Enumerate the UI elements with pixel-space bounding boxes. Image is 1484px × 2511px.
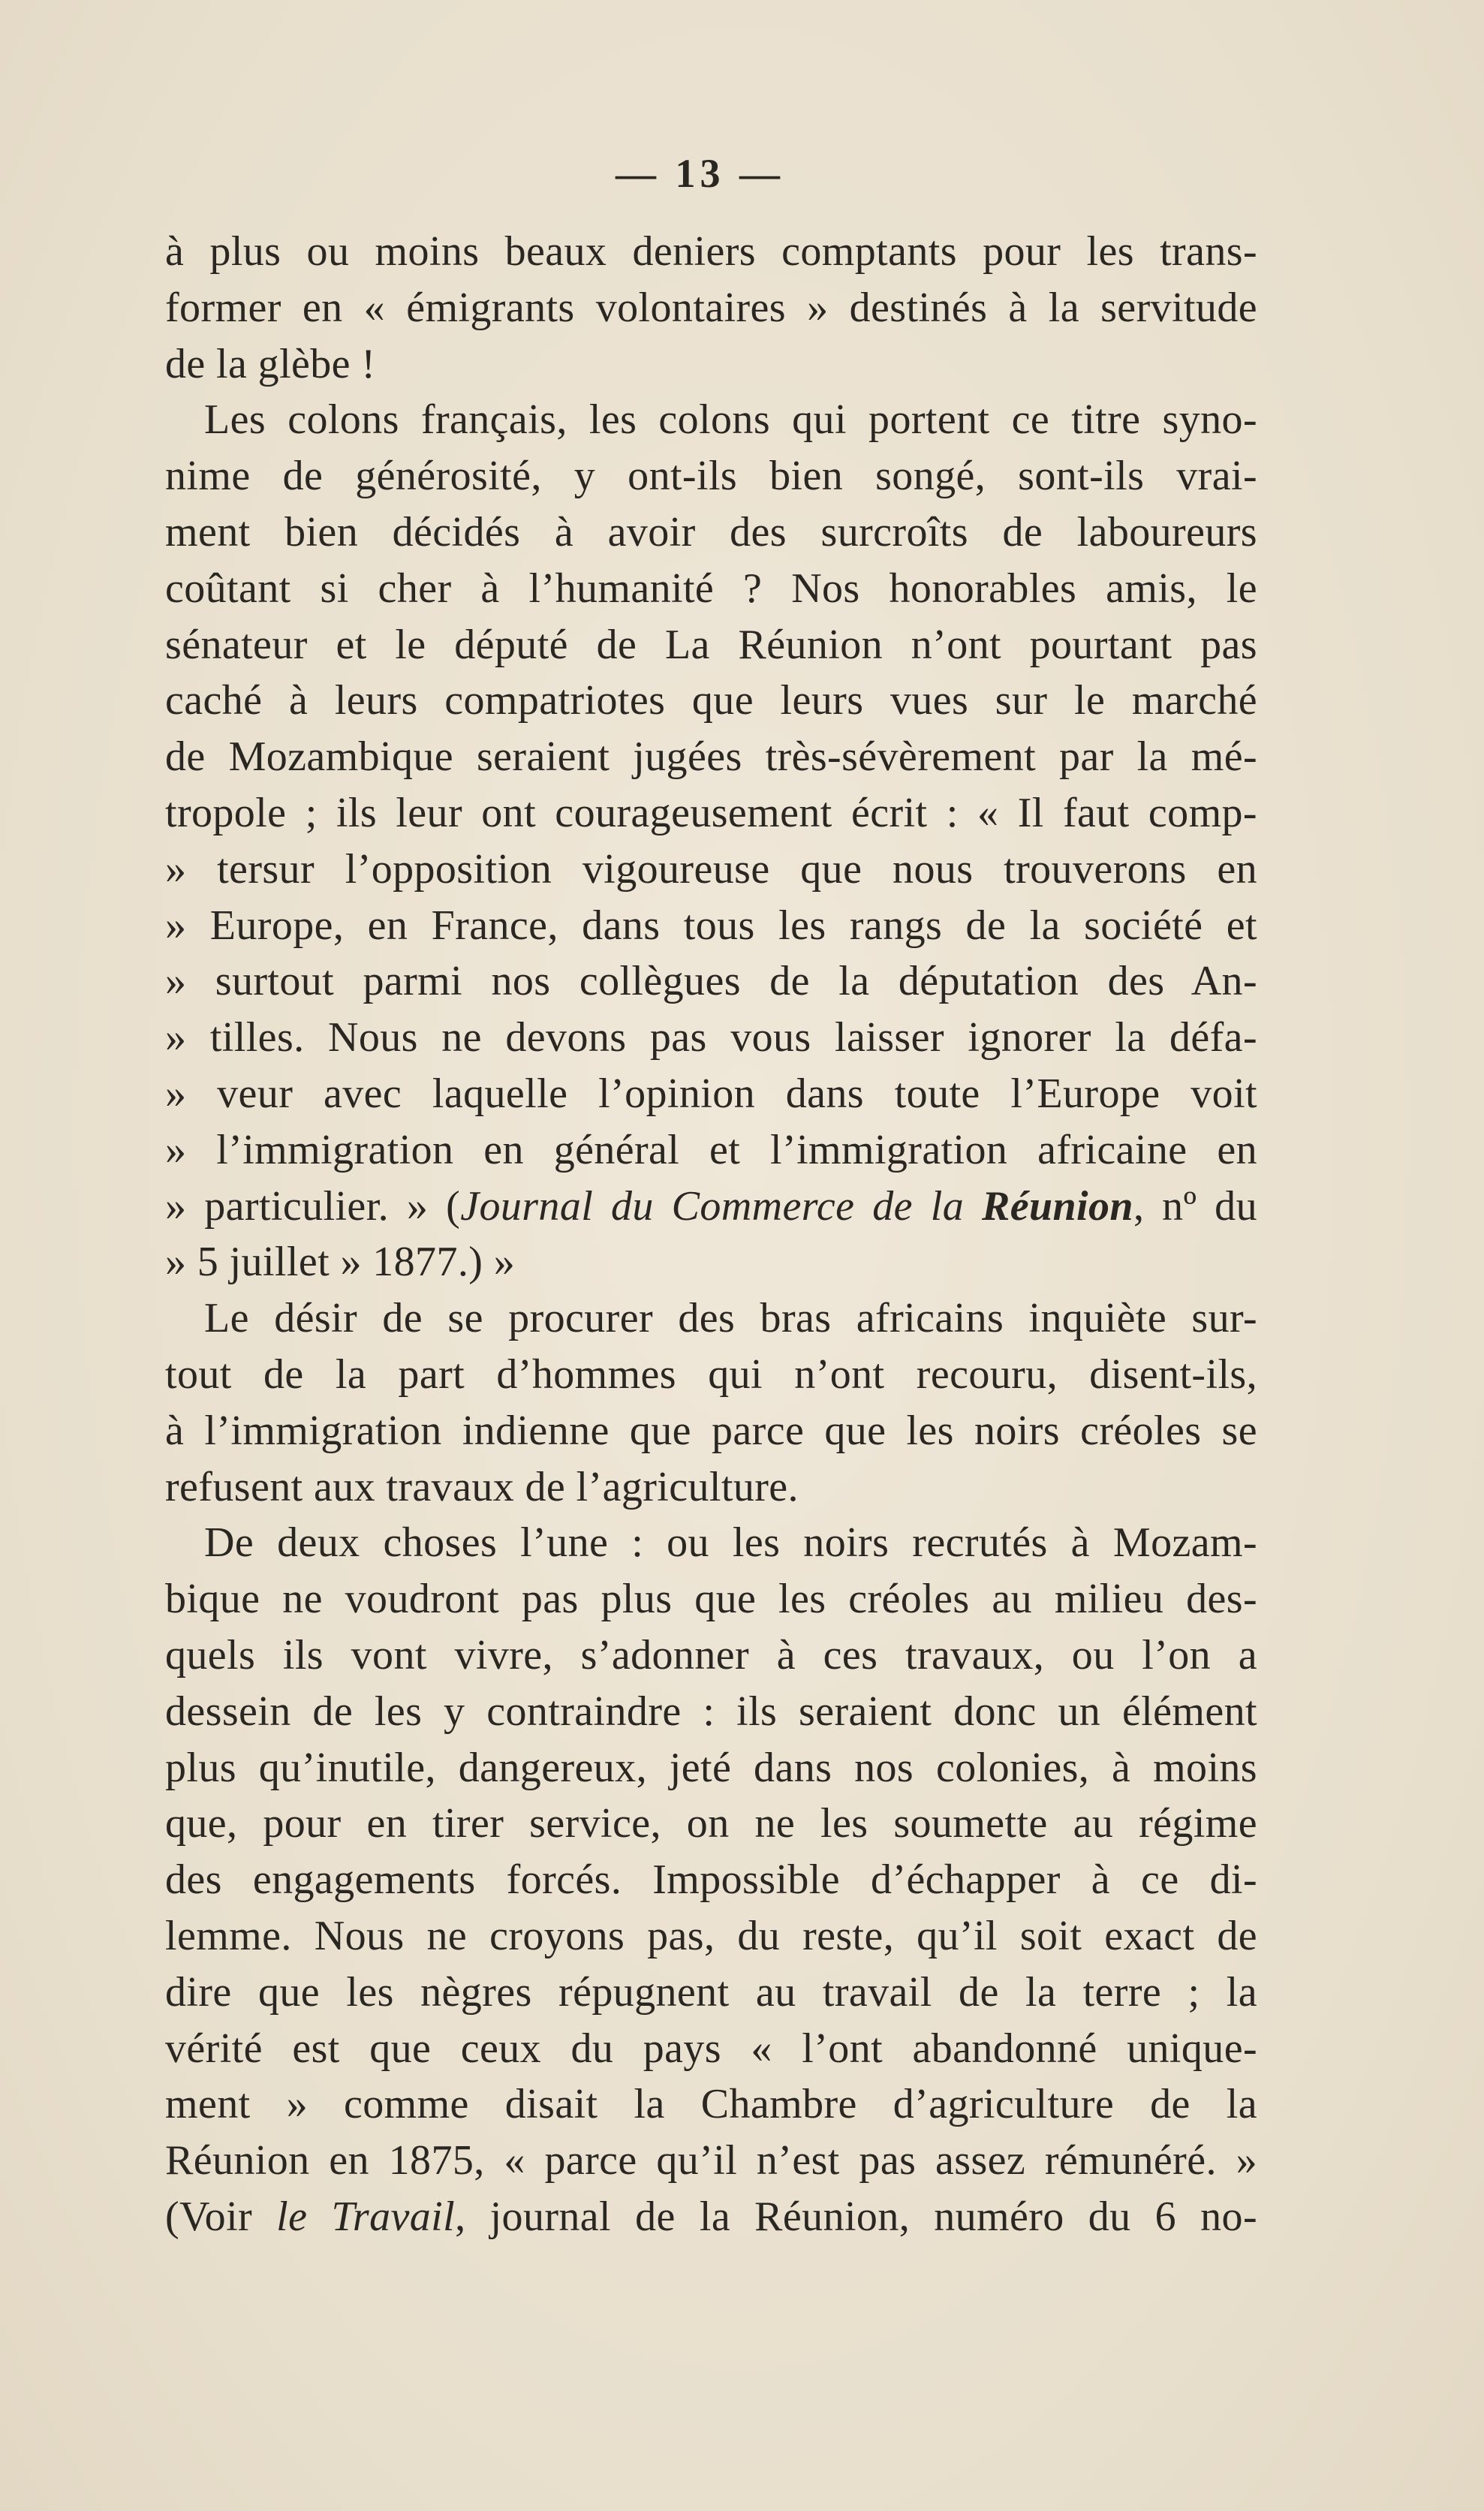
text-segment: (Voir [165,2193,277,2240]
text-line [165,673,1257,729]
text-segment: » surtout parmi nos collègues de la députation des An- [165,958,1257,1005]
text-segment: former en « émigrants volontaires » destinés à la servitude [165,284,1257,331]
text-line [165,1403,1257,1459]
text-segment: que, pour en tirer service, on ne les soumette au régime [165,1800,1257,1847]
text-segment: dessein de les y contraindre : ils seraient donc un élément [165,1688,1257,1735]
text-segment: » veur avec laquelle l’opinion dans toute l’Europe voit [165,1070,1257,1117]
text-segment: ment bien décidés à avoir des surcroîts de laboureurs [165,508,1257,555]
text-segment: tropole ; ils leur ont courageusement écrit : « Il faut comp- [165,789,1257,836]
text-segment: , nº du [1133,1182,1257,1230]
text-segment: à plus ou moins beaux deniers comptants pour les trans- [165,228,1257,275]
text-line [165,1122,1257,1179]
text-segment: nime de générosité, y ont-ils bien songé, sont-ils vrai- [165,453,1257,500]
text-line [165,1571,1257,1627]
text-segment: de la glèbe ! [165,340,376,387]
text-line [165,1347,1257,1403]
text-segment: , journal de la Réunion, numéro du 6 no- [455,2193,1258,2240]
text-line [165,1684,1257,1740]
text-line [165,336,1257,393]
text-line [165,729,1257,785]
text-segment: bique ne voudront pas plus que les créoles au milieu des- [165,1576,1257,1623]
text-segment: ment » comme disait la Chambre d’agriculture de la [165,2081,1257,2128]
text-line [165,1234,1257,1290]
text-line [165,561,1257,617]
text-line [165,280,1257,336]
text-line [165,1010,1257,1066]
text-line [165,2076,1257,2133]
text-segment: » tilles. Nous ne devons pas vous laisser ignorer la défa- [165,1014,1257,1061]
text-segment: Le désir de se procurer des bras africains inquiète sur- [204,1295,1257,1342]
text-line [165,448,1257,504]
italic-text-segment: Réunion [981,1182,1133,1230]
text-line [165,785,1257,842]
text-line [165,2133,1257,2189]
text-line [165,2189,1257,2245]
text-line [165,842,1257,898]
text-segment: quels ils vont vivre, s’adonner à ces travaux, ou l’on a [165,1631,1257,1679]
text-segment: » Europe, en France, dans tous les rangs de la société et [165,902,1257,949]
text-segment: caché à leurs compatriotes que leurs vues sur le marché [165,677,1257,724]
text-line [165,898,1257,954]
text-segment: tout de la part d’hommes qui n’ont recouru, disent-ils, [165,1350,1257,1398]
page-number: — 13 — [616,151,784,196]
text-line [165,1066,1257,1122]
text-line [165,1740,1257,1796]
text-line [165,617,1257,673]
text-segment: » 5 juillet » 1877.) » [165,1239,516,1286]
text-line [165,504,1257,561]
text-line [165,1908,1257,1965]
text-segment: à l’immigration indienne que parce que les noirs créoles se [165,1407,1257,1454]
text-line [165,1179,1257,1235]
text-line [165,1459,1257,1516]
text-line [165,1965,1257,2021]
text-segment: de Mozambique seraient jugées très-sévèrement par la mé- [165,733,1257,781]
text-line [165,1515,1257,1571]
text-line [165,1852,1257,1908]
text-segment: coûtant si cher à l’humanité ? Nos honorables amis, le [165,565,1257,612]
text-line [165,1627,1257,1684]
text-segment: Les colons français, les colons qui portent ce titre syno- [204,396,1257,444]
text-segment: » tersur l’opposition vigoureuse que nous trouverons en [165,845,1257,893]
text-segment: vérité est que ceux du pays « l’ont abandonné unique- [165,2025,1257,2072]
text-segment: Réunion en 1875, « parce qu’il n’est pas assez rémunéré. » [165,2137,1257,2184]
italic-text-segment: le Travail [276,2193,456,2240]
text-segment: » l’immigration en général et l’immigration africaine en [165,1126,1257,1173]
text-segment: lemme. Nous ne croyons pas, du reste, qu’il soit exact de [165,1912,1257,1959]
text-line [165,2021,1257,2077]
text-segment: dire que les nègres répugnent au travail de la terre ; la [165,1968,1257,2016]
text-segment: » particulier. » ( [165,1182,461,1230]
text-segment: plus qu’inutile, dangereux, jeté dans nos colonies, à moins [165,1744,1257,1791]
text-line [165,1796,1257,1852]
text-line [165,224,1257,280]
text-line [165,392,1257,448]
text-segment: des engagements forcés. Impossible d’échapper à ce di- [165,1856,1257,1904]
text-segment: De deux choses l’une : ou les noirs recrutés à Mozam- [204,1519,1257,1567]
italic-text-segment: Journal du Commerce de la [460,1182,982,1230]
text-line [165,953,1257,1010]
text-line [165,1290,1257,1347]
text-segment: refusent aux travaux de l’agriculture. [165,1463,799,1510]
body-text [165,224,1257,2245]
text-segment: sénateur et le député de La Réunion n’ont pourtant pas [165,621,1257,668]
